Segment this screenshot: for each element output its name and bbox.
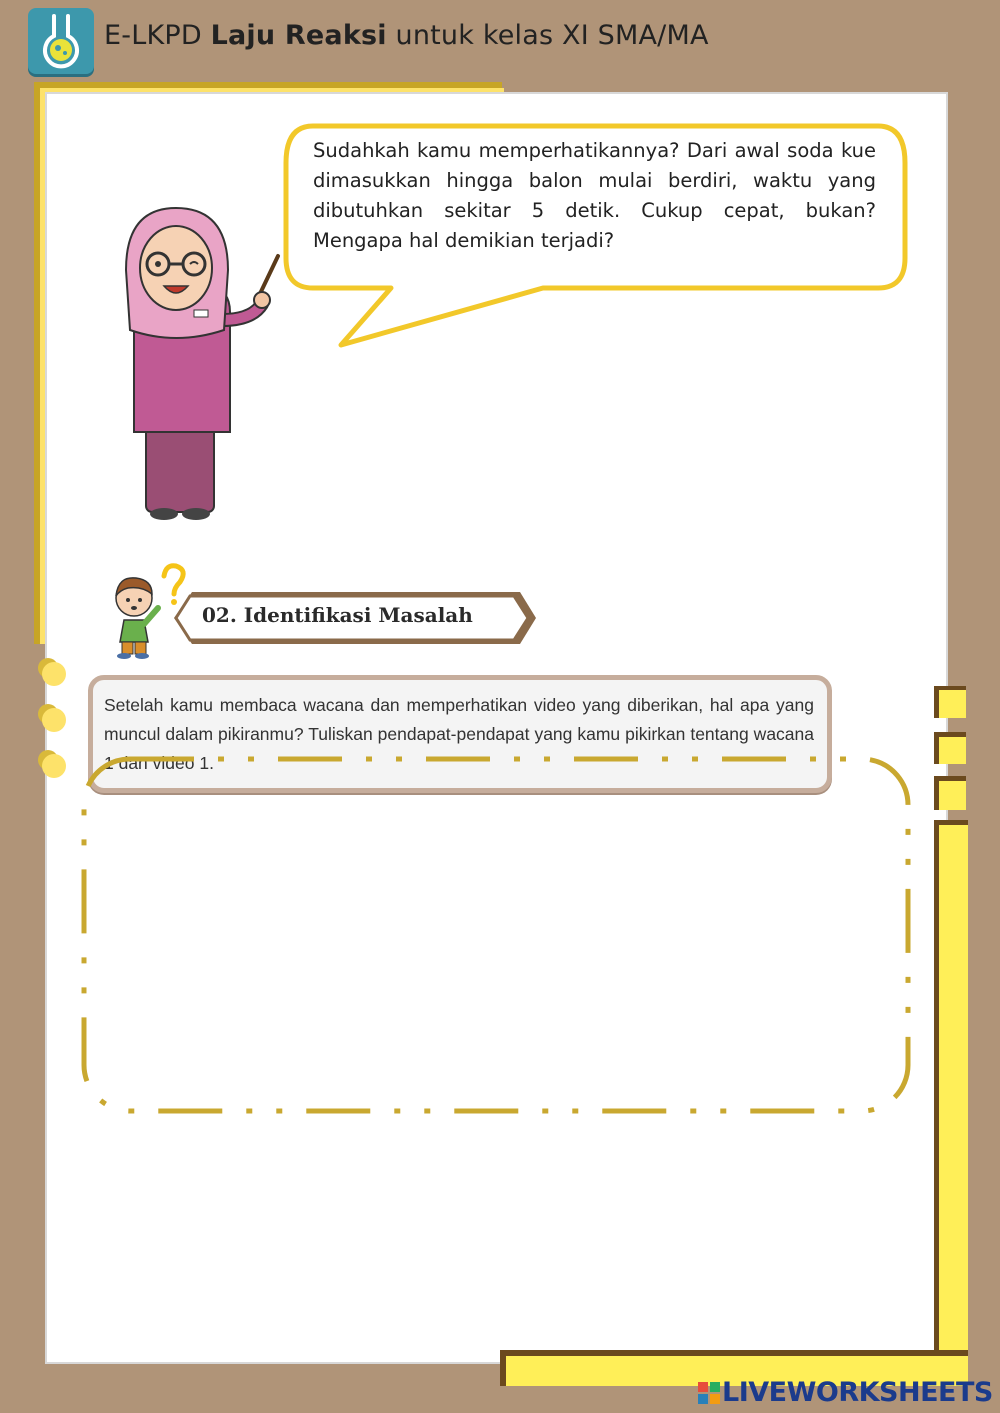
decor-dot-2 — [42, 708, 66, 732]
flask-icon — [28, 8, 94, 74]
watermark-text: LIVEWORKSHEETS — [722, 1377, 993, 1408]
liveworksheets-logo-icon — [698, 1380, 720, 1402]
teacher-illustration — [112, 200, 287, 525]
frame-right-tab-3 — [934, 776, 966, 810]
decor-dot-1 — [42, 662, 66, 686]
watermark — [698, 1377, 993, 1408]
answer-textarea[interactable] — [110, 805, 884, 1094]
section-title: 02. Identifikasi Masalah — [202, 603, 473, 627]
title-suffix: untuk kelas XI SMA/MA — [386, 20, 709, 51]
logo — [28, 8, 94, 74]
frame-right-tab-2 — [934, 732, 966, 764]
decor-dot-3 — [42, 754, 66, 778]
page-title — [104, 20, 709, 51]
frame-right-tab-1 — [934, 690, 966, 718]
bubble-text: Sudahkah kamu memperhatikannya? Dari awal soda kue dimasukkan hingga balon mulai berdiri, waktu yang dibutuhkan sekitar 5 detik. Cukup cepat, bukan? Mengapa hal demikian terjadi? — [313, 139, 876, 252]
title-prefix: E-LKPD — [104, 20, 211, 51]
instruction-text: Setelah kamu membaca wacana dan memperhatikan video yang diberikan, hal apa yang muncul dalam pikiranmu? Tuliskan pendapat-pendapat yang kamu pikirkan tentang wacana 1 dan video 1. — [104, 695, 814, 773]
frame-right-bar — [934, 820, 968, 1380]
title-bold: Laju Reaksi — [210, 20, 387, 51]
